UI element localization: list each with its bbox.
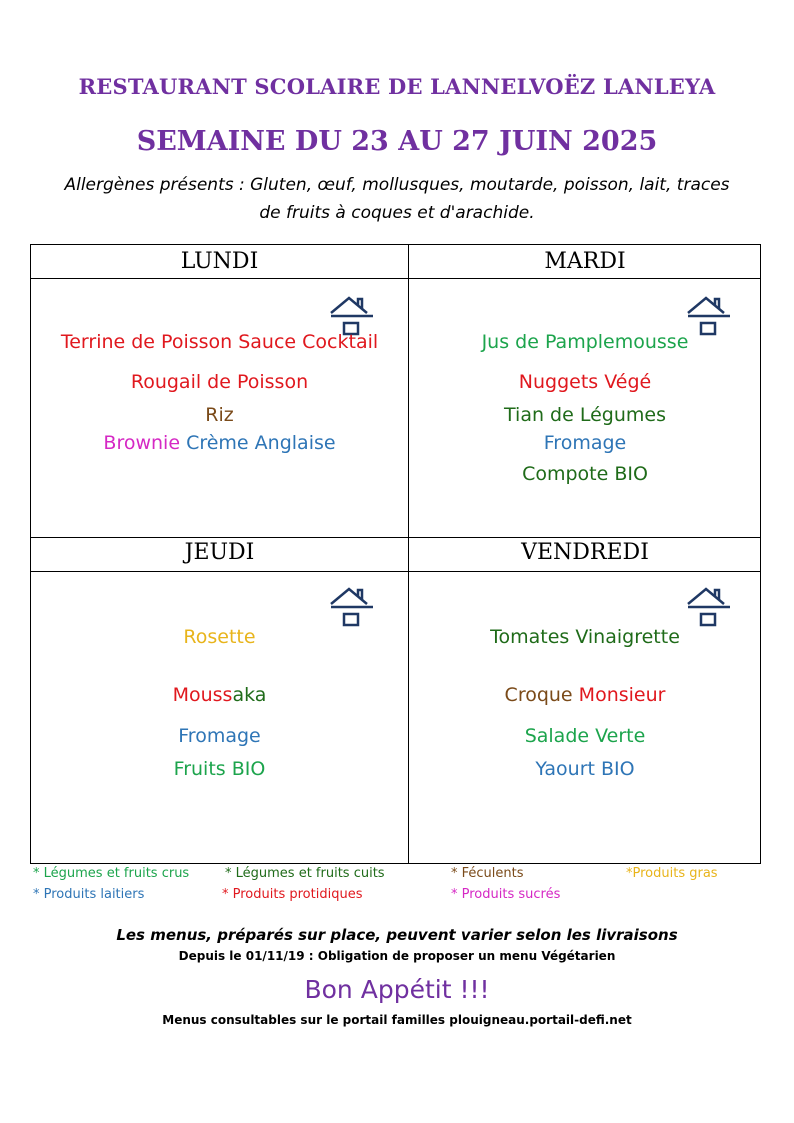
dish-dairy: Yaourt BIO xyxy=(535,758,635,780)
dish-starter: Rosette xyxy=(183,626,256,648)
dish-starter: Jus de Pamplemousse xyxy=(481,331,689,353)
allergens-line-1: Allergènes présents : Gluten, œuf, mollusques, moutarde, poisson, lait, traces xyxy=(64,175,730,195)
week-title: SEMAINE DU 23 AU 27 JUIN 2025 xyxy=(136,126,658,157)
portal-note: Menus consultables sur le portail familles plouigneau.portail-defi.net xyxy=(162,1013,632,1027)
legend-starch: * Féculents xyxy=(451,866,524,881)
day-cell-lundi xyxy=(31,279,408,537)
dish-main-part1: Mouss xyxy=(172,684,233,706)
day-header-jeudi: JEUDI xyxy=(184,540,255,565)
dish-main xyxy=(31,684,408,706)
legend-fat: *Produits gras xyxy=(626,866,718,881)
house-icon xyxy=(686,587,732,627)
dish-dessert: Compote BIO xyxy=(522,463,648,485)
menu-grid xyxy=(30,244,761,864)
house-icon xyxy=(686,296,732,336)
dish-dessert-creme: Crème Anglaise xyxy=(186,432,336,454)
house-icon xyxy=(329,296,375,336)
house-icon xyxy=(329,587,375,627)
legend-cooked: * Légumes et fruits cuits xyxy=(225,866,385,881)
allergens-notice xyxy=(30,171,764,227)
dish-side: Salade Verte xyxy=(524,725,646,747)
dish-main: Nuggets Végé xyxy=(518,371,652,393)
dish-dairy: Fromage xyxy=(543,432,627,454)
dish-main-part2: Monsieur xyxy=(578,684,666,706)
legend-protein: * Produits protidiques xyxy=(222,887,363,902)
dish-main xyxy=(409,684,761,706)
dish-starter: Tomates Vinaigrette xyxy=(490,626,680,648)
legend-raw: * Légumes et fruits crus xyxy=(33,866,190,881)
menus-note: Les menus, préparés sur place, peuvent varier selon les livraisons xyxy=(116,926,678,944)
dish-starter: Terrine de Poisson Sauce Cocktail xyxy=(60,331,379,353)
day-cell-vendredi xyxy=(409,572,761,864)
dish-main: Rougail de Poisson xyxy=(130,371,309,393)
dish-dessert: Fruits BIO xyxy=(173,758,266,780)
dish-side: Riz xyxy=(205,404,234,426)
restaurant-title: RESTAURANT SCOLAIRE DE LANNELVOËZ LANLEYA xyxy=(78,74,716,99)
day-header-mardi: MARDI xyxy=(544,249,626,274)
dish-main-part1: Croque xyxy=(504,684,573,706)
legend-dairy: * Produits laitiers xyxy=(33,887,145,902)
dish-dessert xyxy=(31,432,408,454)
dish-main-part2: aka xyxy=(232,684,267,706)
day-cell-mardi xyxy=(409,279,761,537)
dish-dessert-brownie: Brownie xyxy=(103,432,181,454)
bon-appetit: Bon Appétit !!! xyxy=(304,975,490,1004)
day-header-lundi: LUNDI xyxy=(180,249,259,274)
vegetarian-note: Depuis le 01/11/19 : Obligation de proposer un menu Végétarien xyxy=(178,949,616,963)
legend-sugar: * Produits sucrés xyxy=(451,887,561,902)
allergens-line-2: de fruits à coques et d'arachide. xyxy=(259,203,535,223)
dish-side: Tian de Légumes xyxy=(504,404,666,426)
dish-dairy: Fromage xyxy=(178,725,261,747)
day-header-vendredi: VENDREDI xyxy=(521,540,649,565)
day-cell-jeudi xyxy=(31,572,408,864)
